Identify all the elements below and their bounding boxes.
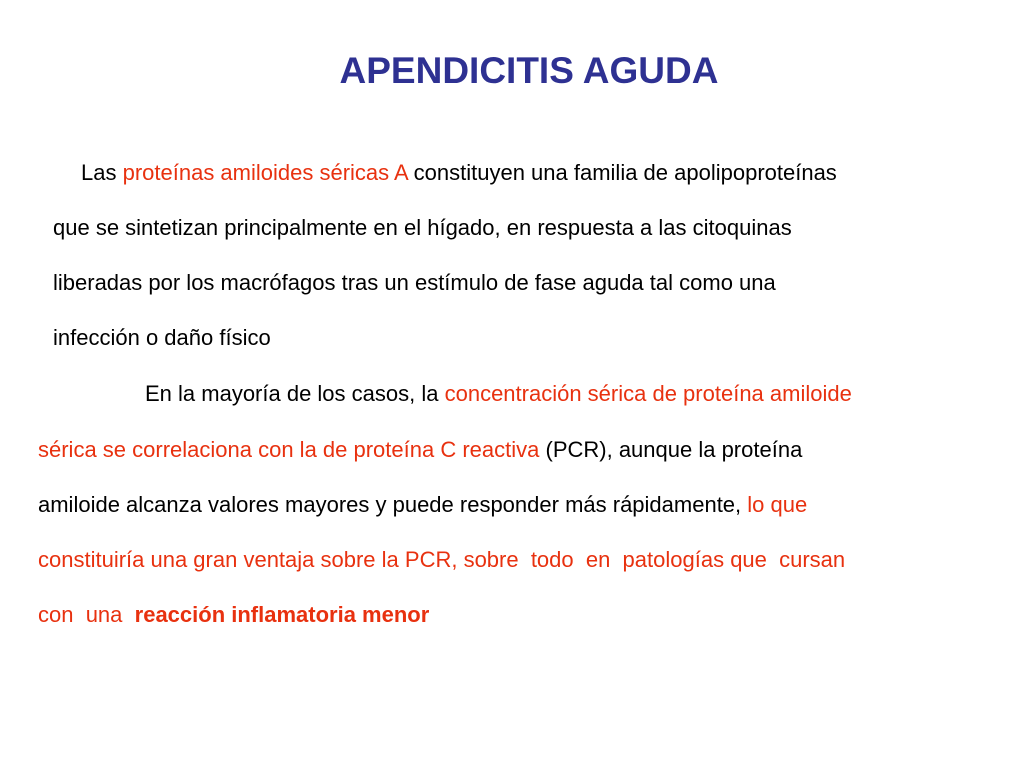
highlight-minor-inflammatory-reaction: reacción inflamatoria menor bbox=[134, 602, 430, 627]
text-run: constituyen una familia de apolipoproteínas bbox=[407, 160, 837, 185]
paragraph-2-line-4: constituiría una gran ventaja sobre la PCR, sobre todo en patologías que cursan bbox=[38, 547, 846, 572]
paragraph-1-line-2: que se sintetizan principalmente en el hígado, en respuesta a las citoquinas bbox=[53, 215, 792, 240]
highlight-serum-amyloid-a: proteínas amiloides séricas A bbox=[122, 160, 408, 185]
text-run: En la mayoría de los casos, la bbox=[145, 381, 445, 406]
slide-title: APENDICITIS AGUDA bbox=[339, 50, 719, 91]
text-run: (PCR), aunque la proteína bbox=[539, 437, 803, 462]
paragraph-2-line-1 bbox=[145, 380, 852, 408]
highlight-correlation-crp: sérica se correlaciona con la de proteína C reactiva bbox=[38, 437, 540, 462]
paragraph-2-line-3 bbox=[38, 491, 807, 519]
paragraph-2-line-2 bbox=[38, 436, 802, 464]
text-run: amiloide alcanza valores mayores y puede responder más rápidamente, bbox=[38, 492, 748, 517]
highlight-lo-que: lo que bbox=[747, 492, 808, 517]
text-run: Las bbox=[81, 160, 123, 185]
paragraph-2-line-5 bbox=[38, 601, 429, 629]
text-run: con una bbox=[38, 602, 135, 627]
paragraph-1-line-4: infección o daño físico bbox=[53, 325, 271, 350]
highlight-serum-concentration: concentración sérica de proteína amiloide bbox=[444, 381, 852, 406]
paragraph-1-line-3: liberadas por los macrófagos tras un estímulo de fase aguda tal como una bbox=[53, 270, 776, 295]
paragraph-1-line-1 bbox=[81, 159, 837, 187]
